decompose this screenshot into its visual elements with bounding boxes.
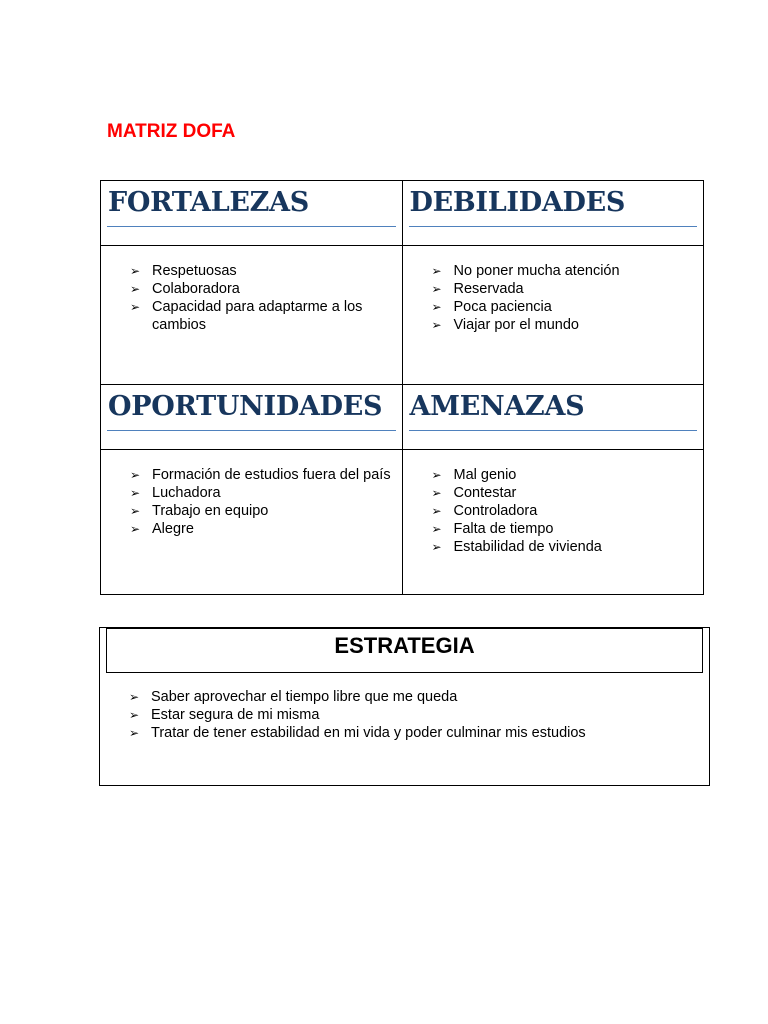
- arrowhead-bullet-icon: ➢: [130, 264, 141, 278]
- list-item: [130, 502, 392, 520]
- list-item: [130, 484, 392, 502]
- strategy-heading: ESTRATEGIA: [334, 633, 475, 658]
- list-item-text: Trabajo en equipo: [152, 503, 269, 519]
- list-item-text: Colaboradora: [152, 281, 240, 297]
- list-item-text: Tratar de tener estabilidad en mi vida y poder culminar mis estudios: [151, 725, 586, 741]
- list-item: [431, 280, 694, 298]
- arrowhead-bullet-icon: ➢: [431, 318, 442, 332]
- amenazas-header-cell: [402, 385, 704, 450]
- list-item: [130, 298, 392, 334]
- arrowhead-bullet-icon: ➢: [431, 282, 442, 296]
- list-item: [431, 520, 694, 538]
- fortalezas-list-cell: [101, 246, 403, 385]
- list-item-text: Falta de tiempo: [453, 521, 554, 537]
- list-item: [129, 724, 586, 742]
- list-item-text: Mal genio: [453, 467, 517, 483]
- fortalezas-list: [101, 246, 402, 334]
- strategy-header-box: [106, 628, 703, 673]
- arrowhead-bullet-icon: ➢: [431, 522, 442, 536]
- heading-underline: [409, 226, 698, 227]
- list-item-text: Luchadora: [152, 485, 221, 501]
- oportunidades-list: [101, 450, 402, 538]
- list-item-text: Reservada: [453, 281, 524, 297]
- arrowhead-bullet-icon: ➢: [431, 504, 442, 518]
- strategy-list: [100, 680, 596, 742]
- list-item: [431, 538, 694, 556]
- amenazas-list: [403, 450, 704, 556]
- debilidades-list: [403, 246, 704, 334]
- fortalezas-heading: FORTALEZAS: [108, 187, 309, 218]
- arrowhead-bullet-icon: ➢: [431, 264, 442, 278]
- debilidades-header-cell: [402, 181, 704, 246]
- arrowhead-bullet-icon: ➢: [431, 300, 442, 314]
- list-item: [431, 262, 694, 280]
- list-item: [129, 706, 586, 724]
- list-item-text: Respetuosas: [152, 263, 237, 279]
- amenazas-list-cell: [402, 450, 704, 595]
- debilidades-list-cell: [402, 246, 704, 385]
- list-item-text: Contestar: [453, 485, 517, 501]
- arrowhead-bullet-icon: ➢: [431, 540, 442, 554]
- list-item-text: Controladora: [453, 503, 538, 519]
- arrowhead-bullet-icon: ➢: [130, 504, 141, 518]
- list-item: [130, 520, 392, 538]
- arrowhead-bullet-icon: ➢: [431, 486, 442, 500]
- list-item-text: Capacidad para adaptarme a los cambios: [152, 299, 363, 333]
- arrowhead-bullet-icon: ➢: [129, 726, 140, 740]
- list-item-text: Saber aprovechar el tiempo libre que me queda: [151, 689, 458, 705]
- list-item: [130, 262, 392, 280]
- debilidades-heading: DEBILIDADES: [409, 187, 626, 218]
- arrowhead-bullet-icon: ➢: [129, 690, 140, 704]
- heading-underline: [409, 430, 698, 431]
- list-item-text: No poner mucha atención: [453, 263, 620, 279]
- strategy-section: [99, 627, 710, 786]
- document-title: MATRIZ DOFA: [107, 121, 236, 142]
- list-item: [129, 688, 586, 706]
- list-item: [431, 316, 694, 334]
- list-item: [431, 484, 694, 502]
- list-item: [431, 298, 694, 316]
- heading-underline: [107, 430, 396, 431]
- oportunidades-heading: OPORTUNIDADES: [108, 391, 383, 422]
- arrowhead-bullet-icon: ➢: [431, 468, 442, 482]
- list-item: [130, 280, 392, 298]
- arrowhead-bullet-icon: ➢: [130, 468, 141, 482]
- dofa-matrix: [100, 180, 704, 595]
- list-item: [130, 466, 392, 484]
- arrowhead-bullet-icon: ➢: [130, 522, 141, 536]
- oportunidades-header-cell: [101, 385, 403, 450]
- arrowhead-bullet-icon: ➢: [130, 282, 141, 296]
- list-item-text: Alegre: [152, 521, 194, 537]
- list-item-text: Viajar por el mundo: [453, 317, 579, 333]
- list-item-text: Estar segura de mi misma: [151, 707, 320, 723]
- list-item: [431, 466, 694, 484]
- list-item: [431, 502, 694, 520]
- arrowhead-bullet-icon: ➢: [130, 300, 141, 314]
- amenazas-heading: AMENAZAS: [409, 391, 585, 422]
- fortalezas-header-cell: [101, 181, 403, 246]
- list-item-text: Poca paciencia: [453, 299, 552, 315]
- arrowhead-bullet-icon: ➢: [129, 708, 140, 722]
- list-item-text: Estabilidad de vivienda: [453, 539, 602, 555]
- list-item-text: Formación de estudios fuera del país: [152, 467, 391, 483]
- arrowhead-bullet-icon: ➢: [130, 486, 141, 500]
- oportunidades-list-cell: [101, 450, 403, 595]
- heading-underline: [107, 226, 396, 227]
